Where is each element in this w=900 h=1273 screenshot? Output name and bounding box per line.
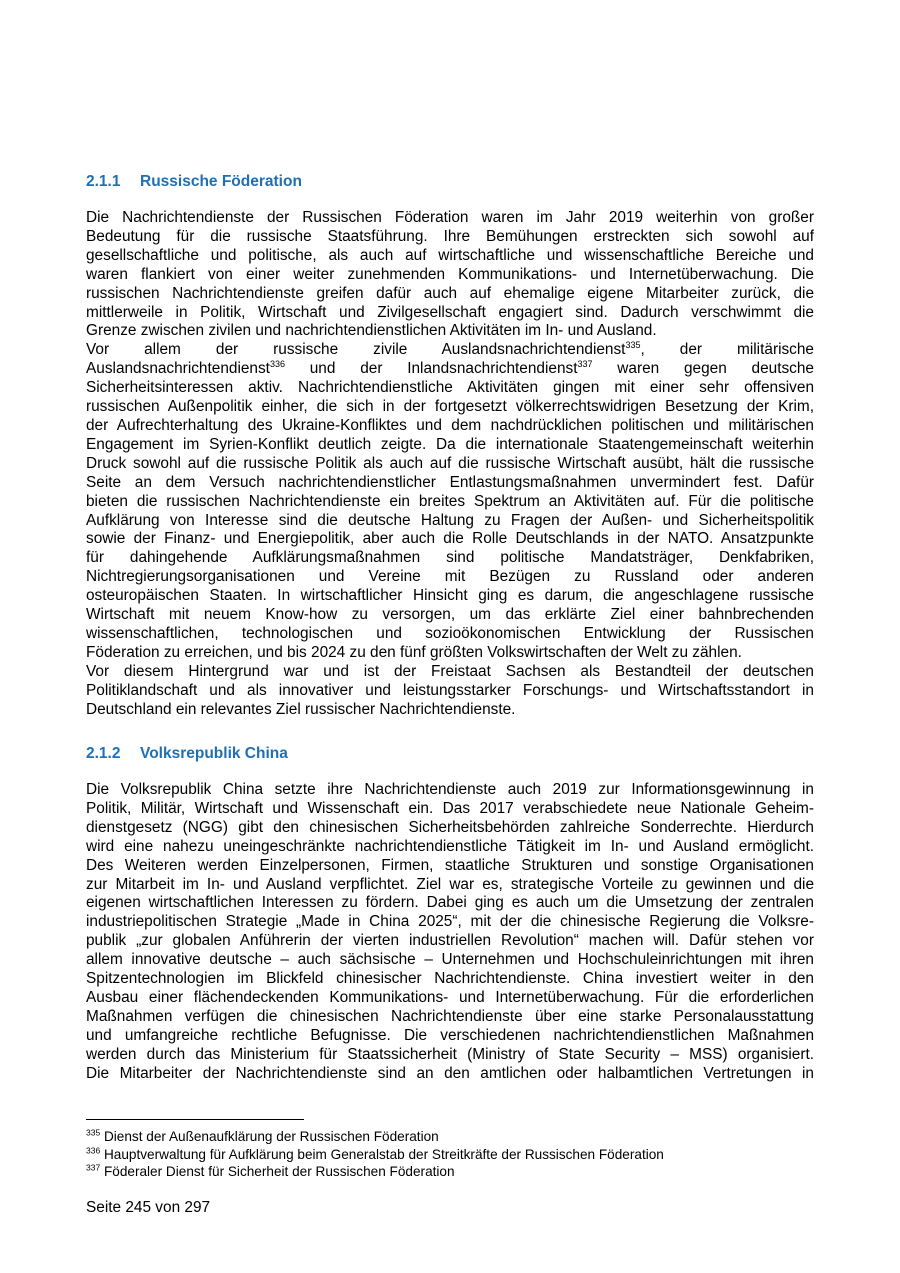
footnote-335 bbox=[86, 1128, 664, 1146]
text-line: Föderation zu erreichen, und bis 2024 zu den fünf größten Volkswirtschaften der Welt zu zählen. bbox=[86, 643, 742, 661]
text-line: Die Nachrichtendienste der Russischen Föderation waren im Jahr 2019 weiterhin von großer bbox=[86, 209, 814, 226]
text-line: sowie der Finanz- und Energiepolitik, aber auch die Rolle Deutschlands in der NATO. Ansatzpunkte bbox=[86, 530, 814, 548]
footnote-text: Dienst der Außenaufklärung der Russischen Föderation bbox=[100, 1129, 439, 1144]
text-fragment: , der militärische bbox=[640, 341, 814, 359]
text-line: waren flankiert von einer weiter zunehmenden Kommunikations- und Internetüberwachung. Die bbox=[86, 265, 814, 283]
footnote-ref-335[interactable]: 335 bbox=[625, 341, 641, 351]
footnote-ref-336[interactable]: 336 bbox=[269, 360, 285, 370]
footnote-337 bbox=[86, 1163, 664, 1181]
section-heading-china bbox=[86, 745, 288, 763]
text-line: dienstgesetz (NGG) gibt den chinesischen Sicherheitsbehörden zahlreiche Sonderrechte. Hierdurch bbox=[86, 818, 814, 836]
footnotes bbox=[86, 1128, 664, 1181]
text-line: industriepolitischen Strategie „Made in China 2025“, mit der die chinesische Regierung die Volksre- bbox=[86, 913, 814, 931]
text-line: wird eine nahezu uneingeschränkte nachrichtendienstliche Tätigkeit im In- und Ausland ermöglicht. bbox=[86, 837, 814, 855]
section-number: 2.1.1 bbox=[86, 173, 121, 190]
text-fragment: Vor allem der russische zivile Auslandsnachrichtendienst bbox=[86, 341, 626, 359]
text-fragment: Auslandsnachrichtendienst bbox=[86, 360, 270, 378]
text-line: eigenen wirtschaftlichen Interessen zu fördern. Dabei ging es auch um die Umsetzung der zentralen bbox=[86, 894, 814, 912]
footnote-mark: 335 bbox=[86, 1127, 101, 1138]
text-line: Deutschland ein relevantes Ziel russischer Nachrichtendienste. bbox=[86, 700, 516, 718]
page-number: Seite 245 von 297 bbox=[86, 1199, 211, 1216]
footnote-text: Föderaler Dienst für Sicherheit der Russischen Föderation bbox=[100, 1164, 455, 1180]
text-line: Bedeutung für die russische Staatsführung. Ihre Bemühungen erstreckten sich sowohl auf bbox=[86, 227, 814, 245]
text-line: Engagement im Syrien-Konflikt deutlich zeigte. Da die internationale Staatengemeinschaft weiterhin bbox=[86, 435, 814, 453]
text-line: Spitzentechnologien im Blickfeld chinesischer Nachrichtendienste. China investiert weiter in den bbox=[86, 970, 814, 988]
section-title: Volksrepublik China bbox=[140, 745, 288, 762]
text-line: russischen Außenpolitik einher, die sich in der fortgesetzt völkerrechtswidrigen Besetzung der Krim, bbox=[86, 398, 814, 416]
text-line: zur Mitarbeit im In- und Ausland verpflichtet. Ziel war es, strategische Vorteile zu gewinnen und die bbox=[86, 875, 814, 893]
text-line: Sicherheitsinteressen aktiv. Nachrichtendienstliche Aktivitäten gingen mit einer sehr offensiven bbox=[86, 379, 814, 397]
text-line-with-footnote bbox=[86, 341, 814, 360]
text-fragment: und der Inlandsnachrichtendienst bbox=[284, 360, 578, 378]
footnote-mark: 336 bbox=[86, 1145, 101, 1156]
text-line: und umfangreiche rechtliche Befugnisse. Die verschiedenen nachrichtendienstlichen Maßnahmen bbox=[86, 1026, 814, 1044]
footnote-336 bbox=[86, 1146, 664, 1164]
section-heading-russia bbox=[86, 173, 302, 191]
text-line: Druck sowohl auf die russische Politik als auch auf die russische Wirtschaft ausübt, hält die russische bbox=[86, 454, 814, 472]
text-line: publik „zur globalen Anführerin der vierten industriellen Revolution“ machen will. Dafür stehen vor bbox=[86, 932, 814, 950]
footnote-ref-337[interactable]: 337 bbox=[577, 360, 593, 370]
text-line: Die Mitarbeiter der Nachrichtendienste sind an den amtlichen oder halbamtlichen Vertretungen in bbox=[86, 1064, 814, 1082]
text-line: Politik, Militär, Wirtschaft und Wissenschaft ein. Das 2017 verabschiedete neue Nationale Geheim- bbox=[86, 799, 814, 817]
footnote-separator bbox=[86, 1119, 304, 1120]
section-title: Russische Föderation bbox=[140, 173, 302, 190]
text-line: Politiklandschaft und als innovativer und leistungsstarker Forschungs- und Wirtschaftsstandort in bbox=[86, 681, 814, 699]
text-line: osteuropäischen Staaten. In wirtschaftlicher Hinsicht ging es darum, die angeschlagene russische bbox=[86, 587, 814, 605]
footnote-text: Hauptverwaltung für Aufklärung beim Generalstab der Streitkräfte der Russischen Föderation bbox=[100, 1146, 664, 1162]
text-line: Grenze zwischen zivilen und nachrichtendienstlichen Aktivitäten im In- und Ausland. bbox=[86, 322, 657, 340]
text-line: Seite an dem Versuch nachrichtendienstlicher Entlastungsmaßnahmen unvermindert fest. Dafür bbox=[86, 473, 814, 491]
section-number: 2.1.2 bbox=[86, 745, 121, 762]
text-fragment: waren gegen deutsche bbox=[592, 360, 814, 378]
text-line: bieten die russischen Nachrichtendienste ein breites Spektrum an Aktivitäten auf. Für die politische bbox=[86, 492, 814, 510]
paragraph-russia-1 bbox=[86, 209, 814, 719]
text-line: für dahingehende Aufklärungsmaßnahmen sind politische Mandatsträger, Denkfabriken, bbox=[86, 549, 814, 567]
text-line: werden durch das Ministerium für Staatssicherheit (Ministry of State Security – MSS) organisiert. bbox=[86, 1045, 814, 1063]
text-line: Ausbau einer flächendeckenden Kommunikations- und Internetüberwachung. Für die erforderlichen bbox=[86, 988, 814, 1006]
text-line: Die Volksrepublik China setzte ihre Nachrichtendienste auch 2019 zur Informationsgewinnung in bbox=[86, 781, 814, 798]
text-line: Aufklärung von Interesse sind die deutsche Haltung zu Fragen der Außen- und Sicherheitspolitik bbox=[86, 511, 814, 529]
text-line: gesellschaftliche und politische, als auch auf wirtschaftliche und wissenschaftliche Bereiche und bbox=[86, 246, 814, 264]
text-line: Maßnahmen verfügen die chinesischen Nachrichtendienste über eine starke Personalausstattung bbox=[86, 1007, 814, 1025]
text-line: der Aufrechterhaltung des Ukraine-Konfliktes und dem nachdrücklichen politischen und militärischen bbox=[86, 416, 814, 434]
text-line: Nichtregierungsorganisationen und Vereine mit Bezügen zu Russland oder anderen bbox=[86, 568, 814, 586]
paragraph-china-1 bbox=[86, 781, 814, 1084]
text-line: Vor diesem Hintergrund war und ist der Freistaat Sachsen als Bestandteil der deutschen bbox=[86, 662, 814, 680]
text-line: allem innovative deutsche – auch sächsische – Unternehmen und Hochschuleinrichtungen mit ihren bbox=[86, 951, 814, 969]
text-line: wissenschaftlichen, technologischen und sozioökonomischen Entwicklung der Russischen bbox=[86, 624, 814, 642]
footnote-mark: 337 bbox=[86, 1162, 101, 1173]
text-line: russischen Nachrichtendienste greifen dafür auch auf ehemalige eigene Mitarbeiter zurück, die bbox=[86, 284, 814, 302]
text-line: Des Weiteren werden Einzelpersonen, Firmen, staatliche Strukturen und sonstige Organisationen bbox=[86, 856, 814, 874]
text-line: mittlerweile in Politik, Wirtschaft und Zivilgesellschaft engagiert sind. Dadurch verschwimmt die bbox=[86, 303, 814, 321]
text-line: Wirtschaft mit neuem Know-how zu versorgen, um das erklärte Ziel einer bahnbrechenden bbox=[86, 606, 814, 624]
text-line-with-footnote bbox=[86, 360, 814, 379]
